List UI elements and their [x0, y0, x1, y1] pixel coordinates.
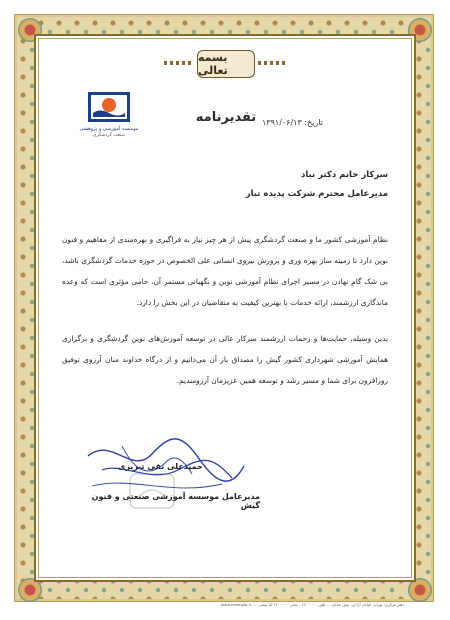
organization-logo-icon — [88, 92, 130, 122]
organization-name: موسسه آموزشی و پژوهشی — [79, 126, 139, 132]
addressee: مدیرعامل محترم شرکت پدیده تبار — [245, 189, 388, 199]
bismillah-text: بسمه تعالی — [198, 51, 228, 77]
signer-title: مدیرعامل موسسه آموزشی صنعتی و فنون گیش — [91, 492, 260, 510]
body-paragraph-1: نظام آموزشی کشور ما و صنعت گردشگری پیش از هر چیز نیاز به فراگیری و بهره‌مندی از مفاهیم و فنون نوین دارد تا زمینه ساز بهره وری و پرورش نیروی انسانی علی الخصوص در حوزه خدمات گردشگری باشد، بی شک گام نهادن در مسیر اجرای نظام آموزشی نوین و نگهبانی مستمر آن، حامی مؤثری است که وعده ماندگاری ارزشمند، ارائه خدمات با بهترین کیفیت به متقاضیان در این بخش را دارد. — [62, 235, 388, 307]
document-title: تقدیرنامه — [195, 110, 257, 125]
organization-subname: صنعت گردشگری — [92, 133, 126, 138]
salutation: سرکار خانم دکتر نباد — [300, 170, 388, 180]
bismillah-cartouche — [197, 50, 255, 78]
signer-name: حمیدعلی تقی تبریزی — [118, 462, 203, 471]
body-paragraph-2: بدین وسیله، حمایت‌ها و زحمات ارزشمند سرکار عالی در توسعه آموزش‌های نوین گردشگری و برگزاری همایش آموزشی شهرداری کشور گیش را مصداق باز آن می‌دانیم و از درگاه خداوند منان آرزوی توفیق روزافزون برای شما و مسیر رشد و توسعه همین عزیزمان آرزومندیم. — [62, 334, 388, 385]
footer-address: دفتر مرکزی: تهران، خیابان آزادی، نبش خیابان ... تلفن: ۶۶۰۰۰۰۰ - نمابر: ۶۶۰۰۰۰۰ کد پستی: ... www.example.ir — [220, 602, 404, 607]
document-date: تاریخ: ۱۳۹۱/۰۶/۱۳ — [262, 118, 323, 127]
